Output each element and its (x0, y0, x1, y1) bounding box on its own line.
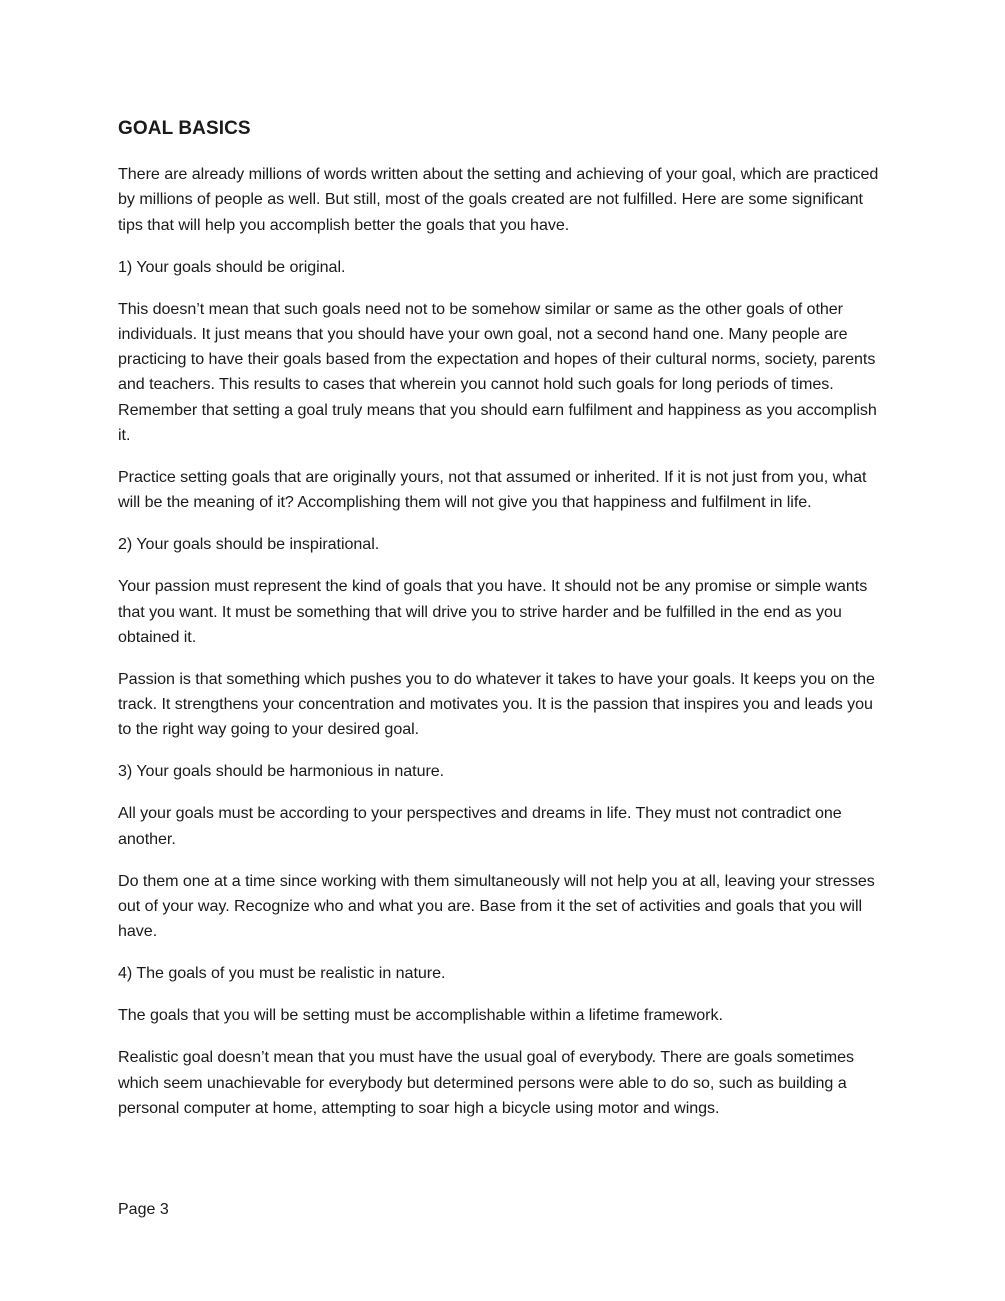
tip-4-paragraph-1: The goals that you will be setting must be accomplishable within a lifetime framework. (118, 1006, 723, 1025)
tip-3-paragraph-2: Do them one at a time since working with them simultaneously will not help you at all, leaving your stresses out of your way. Recognize who and what you are. Base from it the set of activities and goals that you will have. (118, 871, 875, 941)
tip-3-paragraph-1: All your goals must be according to your perspectives and dreams in life. They must not contradict one another. (118, 804, 842, 848)
tip-1-heading: 1) Your goals should be original. (118, 257, 346, 276)
tip-2-heading: 2) Your goals should be inspirational. (118, 535, 380, 554)
page-title: GOAL BASICS (118, 118, 251, 139)
tip-1-paragraph-2: Practice setting goals that are originally yours, not that assumed or inherited. If it is not just from you, what will be the meaning of it? Accomplishing them will not give you that happiness and fulfilment in life. (118, 468, 867, 512)
tip-2-paragraph-1: Your passion must represent the kind of goals that you have. It should not be any promise or simple wants that you want. It must be something that will drive you to strive harder and be fulfilled in the end as you obtained it. (118, 577, 868, 646)
page-number: Page 3 (118, 1201, 169, 1218)
tip-3-heading: 3) Your goals should be harmonious in nature. (118, 762, 445, 781)
tip-4-paragraph-2: Realistic goal doesn’t mean that you must have the usual goal of everybody. There are goals sometimes which seem unachievable for everybody but determined persons were able to do so, such as building a personal computer at home, attempting to soar high a bicycle using motor and wings. (118, 1048, 854, 1117)
tip-1-paragraph-1: This doesn’t mean that such goals need not to be somehow similar or same as the other goals of other individuals. It just means that you should have your own goal, not a second hand one. Many people are practicing to have their goals based from the expectation and hopes of their cultural norms, society, parents and teachers. This results to cases that wherein you cannot hold such goals for long periods of times. Remember that setting a goal truly means that you should earn fulfilment and happiness as you accomplish it. (118, 299, 877, 445)
intro-paragraph: There are already millions of words written about the setting and achieving of your goal, which are practiced by millions of people as well. But still, most of the goals created are not fulfilled. Here are some significant tips that will help you accomplish better the goals that you have. (118, 165, 879, 234)
tip-4-heading: 4) The goals of you must be realistic in nature. (118, 964, 446, 983)
tip-2-paragraph-2: Passion is that something which pushes you to do whatever it takes to have your goals. It keeps you on the track. It strengthens your concentration and motivates you. It is the passion that inspires you and leads you to the right way going to your desired goal. (118, 669, 875, 739)
document-body (118, 116, 890, 1138)
